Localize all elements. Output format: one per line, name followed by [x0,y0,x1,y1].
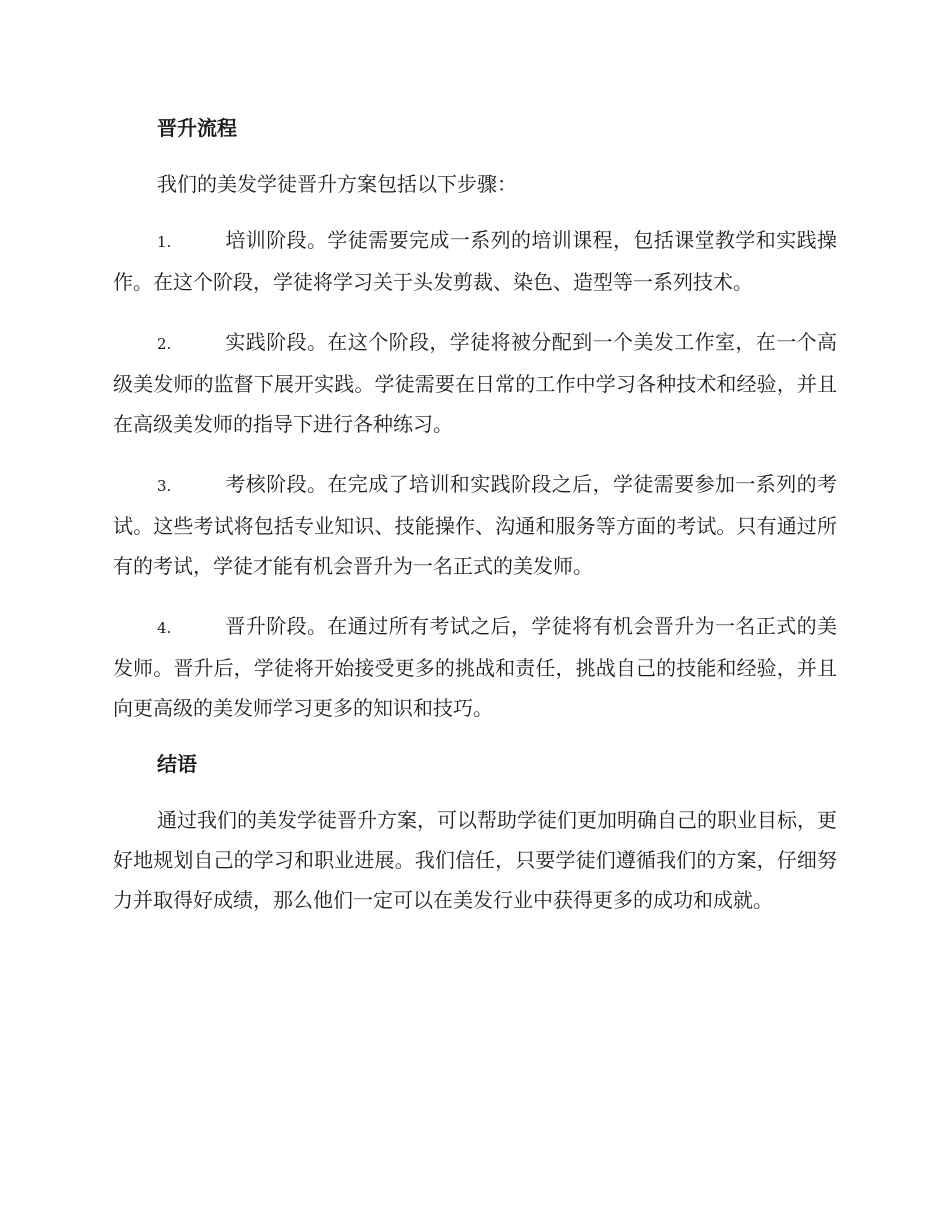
list-number: 4. [157,619,172,637]
list-item-text: 培训阶段。学徒需要完成一系列的培训课程，包括课堂教学和实践操作。在这个阶段，学徒将学习关于头发剪裁、染色、造型等一系列技术。 [113,228,837,294]
list-item-step-2 [113,322,837,444]
conclusion-paragraph: 通过我们的美发学徒晋升方案，可以帮助学徒们更加明确自己的职业目标，更好地规划自己的学习和职业进展。我们信任，只要学徒们遵循我们的方案，仔细努力并取得好成绩，那么他们一定可以在美发行业中获得更多的成功和成就。 [113,808,837,912]
list-number: 3. [157,477,172,495]
list-number: 2. [157,335,172,353]
list-number: 1. [157,233,172,251]
list-item-text: 实践阶段。在这个阶段，学徒将被分配到一个美发工作室，在一个高级美发师的监督下展开实践。学徒需要在日常的工作中学习各种技术和经验，并且在高级美发师的指导下进行各种练习。 [113,330,837,436]
list-item-text: 晋升阶段。在通过所有考试之后，学徒将有机会晋升为一名正式的美发师。晋升后，学徒将开始接受更多的挑战和责任，挑战自己的技能和经验，并且向更高级的美发师学习更多的知识和技巧。 [113,614,837,720]
list-item-step-4 [113,606,837,728]
section-heading-conclusion: 结语 [157,752,197,776]
list-item-step-3 [113,464,837,586]
intro-paragraph: 我们的美发学徒晋升方案包括以下步骤： [157,172,517,196]
list-item-text: 考核阶段。在完成了培训和实践阶段之后，学徒需要参加一系列的考试。这些考试将包括专业知识、技能操作、沟通和服务等方面的考试。只有通过所有的考试，学徒才能有机会晋升为一名正式的美发师。 [113,472,837,578]
list-item-step-1 [113,220,837,302]
section-heading-promotion-process: 晋升流程 [157,116,237,140]
document-page [113,108,837,920]
